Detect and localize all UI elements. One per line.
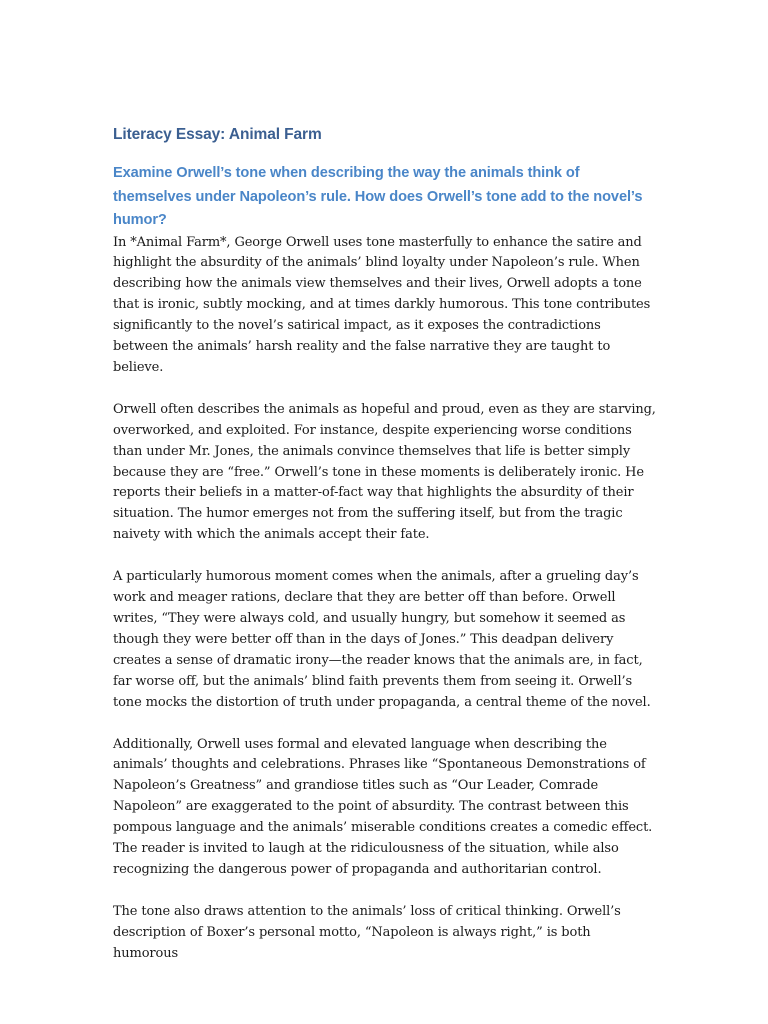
document-page [113, 124, 658, 986]
paragraph: The tone also draws attention to the animals’ loss of critical thinking. Orwell’s description of Boxer’s personal motto, “Napoleon is always right,” is both humorous [113, 903, 621, 961]
paragraph: A particularly humorous moment comes when the animals, after a grueling day’s work and meager rations, declare that they are better off than before. Orwell writes, “They were always cold, and usually hungry, but somehow it seemed as though they were better off than in the days of Jones.” This deadpan delivery creates a sense of dramatic irony—the reader knows that the animals are, in fact, far worse off, but the animals’ blind faith prevents them from seeing it. Orwell’s tone mocks the distortion of truth under propaganda, a central theme of the novel. [113, 569, 651, 710]
essay-body [113, 233, 658, 965]
document-title: Literacy Essay: Animal Farm [113, 126, 322, 143]
paragraph: In *Animal Farm*, George Orwell uses tone masterfully to enhance the satire and highlight the absurdity of the animals’ blind loyalty under Napoleon’s rule. When describing how the animals view themselves and their lives, Orwell adopts a tone that is ironic, subtly mocking, and at times darkly humorous. This tone contributes significantly to the novel’s satirical impact, as it exposes the contradictions between the animals’ harsh reality and the false narrative they are taught to believe. [113, 234, 651, 375]
paragraph: Orwell often describes the animals as hopeful and proud, even as they are starving, overworked, and exploited. For instance, despite experiencing worse conditions than under Mr. Jones, the animals convince themselves that life is better simply because they are “free.” Orwell’s tone in these moments is deliberately ironic. He reports their beliefs in a matter-of-fact way that highlights the absurdity of their situation. The humor emerges not from the suffering itself, but from the tragic naivety with which the animals accept their fate. [113, 401, 656, 543]
paragraph: Additionally, Orwell uses formal and elevated language when describing the animals’ thoughts and celebrations. Phrases like “Spontaneous Demonstrations of Napoleon’s Greatness” and grandiose titles such as “Our Leader, Comrade Napoleon” are exaggerated to the point of absurdity. The contrast between this pompous language and the animals’ miserable conditions creates a comedic effect. The reader is invited to laugh at the ridiculousness of the situation, while also recognizing the dangerous power of propaganda and authoritarian control. [113, 736, 653, 877]
essay-question: Examine Orwell’s tone when describing the way the animals think of themselves under Napoleon’s rule. How does Orwell’s tone add to the novel’s humor? [113, 165, 643, 228]
